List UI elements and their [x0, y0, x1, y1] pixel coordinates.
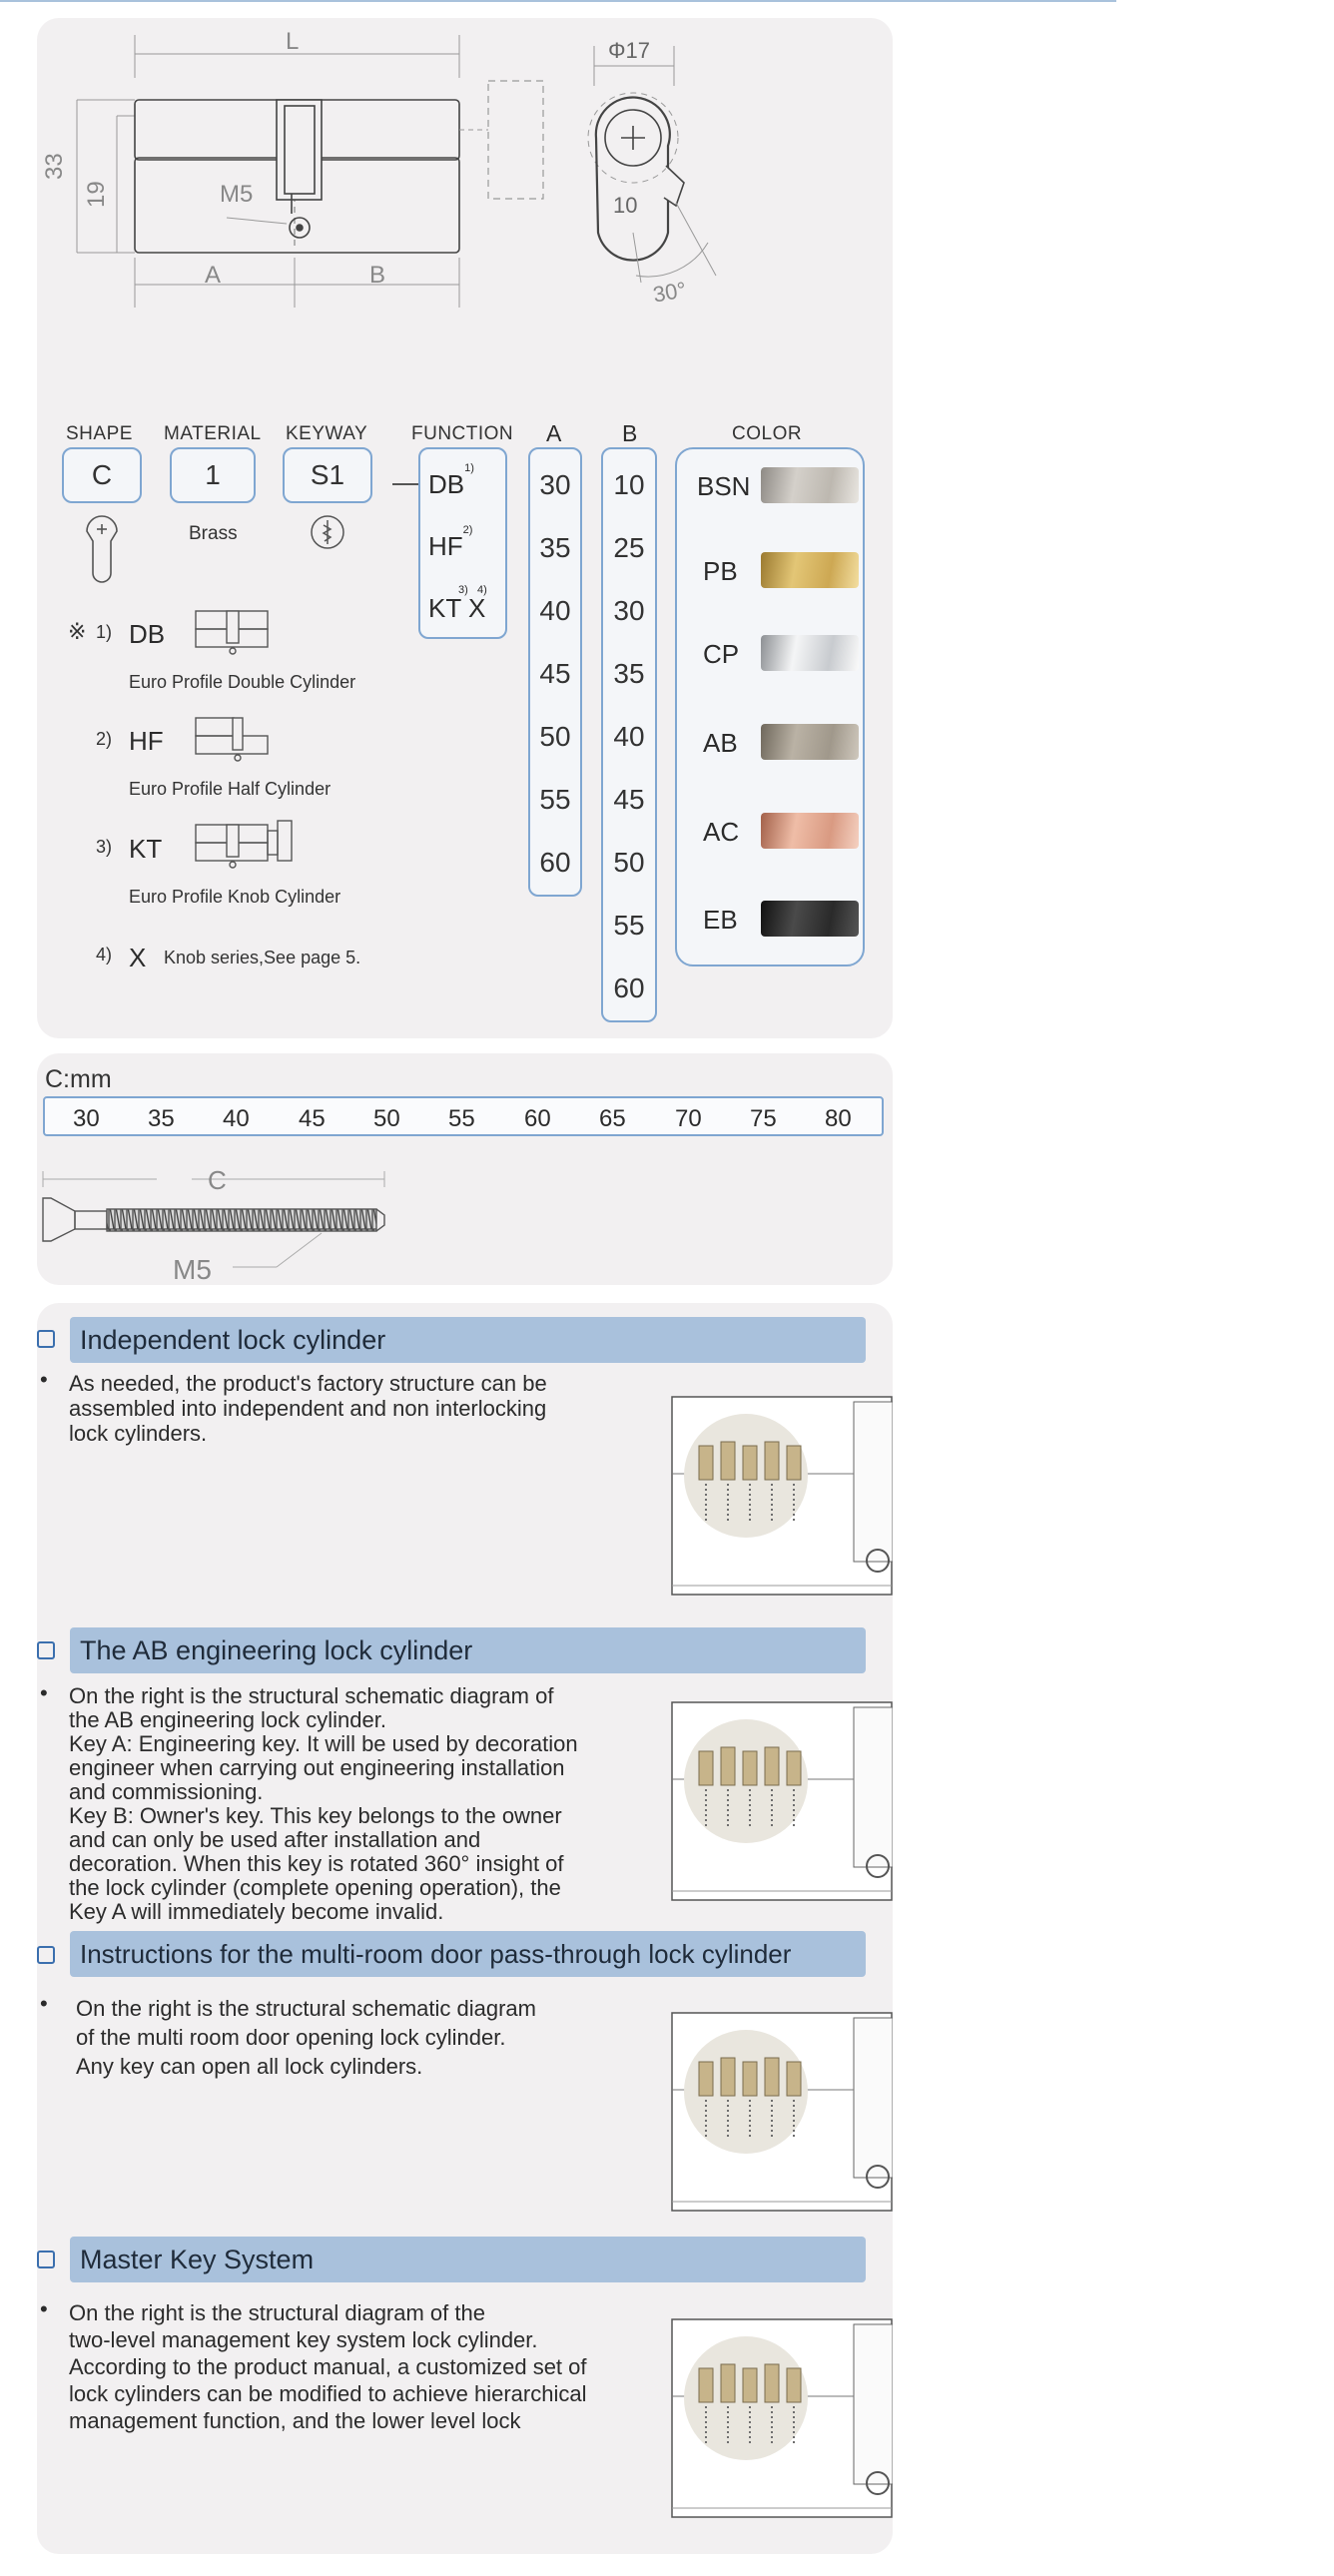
- section-line: lock cylinders can be modified to achieve hierarchical: [69, 2381, 587, 2406]
- color-code: AB: [703, 728, 738, 758]
- keyway-icon: [309, 513, 346, 551]
- section-line: Any key can open all lock cylinders.: [76, 2054, 423, 2079]
- section-title-master-key: Master Key System: [70, 2237, 866, 2282]
- color-code: EB: [703, 905, 738, 935]
- header-function: FUNCTION: [411, 423, 514, 444]
- function-db-sup: 1): [464, 462, 474, 475]
- section-line: Key A: Engineering key. It will be used by decoration: [69, 1731, 578, 1756]
- scale-value: 65: [599, 1105, 626, 1132]
- screw-dim-m5: M5: [173, 1254, 212, 1285]
- note-desc-db: Euro Profile Double Cylinder: [129, 672, 356, 692]
- header-keyway: KEYWAY: [286, 423, 368, 444]
- note-num: 4): [96, 945, 113, 965]
- b-value: 50: [613, 847, 645, 878]
- dim-label-phi17: Φ17: [608, 38, 651, 63]
- section-checkbox: [37, 1641, 55, 1659]
- function-kt-x-sup: 3) 4): [458, 584, 487, 596]
- section-checkbox: [37, 1330, 55, 1348]
- section-line: decoration. When this key is rotated 360° insight of: [69, 1851, 564, 1876]
- a-values-column: [528, 447, 582, 897]
- material-name: Brass: [189, 523, 238, 544]
- note-mark: ※: [68, 619, 87, 644]
- note-code-kt: KT: [129, 834, 163, 864]
- bullet: •: [40, 2296, 48, 2321]
- color-swatch-eb: [761, 901, 859, 937]
- scale-value: 35: [148, 1105, 175, 1132]
- section-title-ab-engineering: The AB engineering lock cylinder: [70, 1627, 866, 1673]
- profile-shape-icon: [81, 511, 123, 587]
- color-code: BSN: [697, 471, 751, 501]
- half-cylinder-icon: [193, 712, 273, 764]
- section-line: the lock cylinder (complete opening operation), the: [69, 1875, 561, 1900]
- section-checkbox: [37, 1946, 55, 1964]
- section-line: and commissioning.: [69, 1779, 264, 1804]
- header-b: B: [622, 420, 638, 446]
- section-line: the AB engineering lock cylinder.: [69, 1707, 386, 1732]
- material-value: 1: [205, 459, 221, 490]
- cylinder-cutaway-image: [671, 1396, 893, 1596]
- a-value: 50: [539, 721, 571, 752]
- b-value: 55: [613, 910, 645, 941]
- a-value: 55: [539, 784, 571, 815]
- note-code-db: DB: [129, 619, 166, 649]
- screw-unit-label: C:mm: [45, 1065, 112, 1093]
- scale-value: 80: [825, 1105, 852, 1132]
- scale-value: 70: [675, 1105, 702, 1132]
- section-line: two-level management key system lock cylinder.: [69, 2327, 538, 2352]
- color-code: CP: [703, 639, 740, 669]
- a-value: 40: [539, 595, 571, 626]
- section-title-multi-room: Instructions for the multi-room door pass-through lock cylinder: [70, 1931, 866, 1977]
- section-line: As needed, the product's factory structure can be: [69, 1371, 547, 1396]
- bullet: •: [40, 1991, 48, 2016]
- section-line: management function, and the lower level lock: [69, 2408, 521, 2433]
- section-line: Key A will immediately become invalid.: [69, 1899, 444, 1924]
- dim-label-19: 19: [83, 181, 110, 208]
- function-hf-code: HF: [428, 531, 463, 561]
- section-body: [69, 2299, 587, 2434]
- function-hf: [428, 524, 473, 562]
- function-connector: [392, 483, 418, 485]
- scale-value: 30: [73, 1105, 100, 1132]
- section-line: and can only be used after installation and: [69, 1827, 481, 1852]
- scale-value: 45: [299, 1105, 326, 1132]
- cylinder-cutaway-image: [671, 2012, 893, 2212]
- note-desc-x: Knob series,See page 5.: [164, 948, 361, 967]
- function-hf-sup: 2): [462, 524, 473, 537]
- keyway-value: S1: [310, 459, 345, 490]
- note-desc-kt: Euro Profile Knob Cylinder: [129, 887, 341, 907]
- section-line: lock cylinders.: [69, 1421, 208, 1446]
- section-line: On the right is the structural diagram of the: [69, 2300, 485, 2325]
- dim-label-a: A: [205, 262, 222, 289]
- bullet: •: [40, 1367, 48, 1392]
- header-a: A: [546, 420, 562, 446]
- color-swatch-ac: [761, 813, 859, 849]
- a-value: 60: [539, 847, 571, 878]
- b-value: 25: [613, 532, 645, 563]
- color-swatch-cp: [761, 635, 859, 671]
- double-cylinder-icon: [193, 605, 273, 657]
- color-options-box: [675, 447, 865, 966]
- header-color: COLOR: [732, 423, 803, 444]
- note-code-hf: HF: [129, 726, 164, 756]
- cylinder-cutaway-image: [671, 2318, 893, 2518]
- shape-value-box: [62, 447, 142, 503]
- section-checkbox: [37, 2251, 55, 2268]
- scale-value: 60: [524, 1105, 551, 1132]
- top-divider: [0, 0, 1116, 2]
- a-value: 45: [539, 658, 571, 689]
- color-swatch-bsn: [761, 467, 859, 503]
- cylinder-dimension-drawing: [37, 18, 893, 337]
- function-kt-x: [428, 593, 485, 624]
- scale-value: 75: [750, 1105, 777, 1132]
- color-swatch-ab: [761, 724, 859, 760]
- color-swatch-pb: [761, 552, 859, 588]
- color-code: AC: [703, 817, 740, 847]
- color-code: PB: [703, 556, 738, 586]
- function-db-code: DB: [428, 469, 465, 499]
- b-value: 10: [613, 469, 645, 500]
- section-title-independent: Independent lock cylinder: [70, 1317, 866, 1363]
- function-kt-x-code: KT X: [428, 593, 486, 623]
- b-value: 45: [613, 784, 645, 815]
- note-num: 3): [96, 837, 113, 857]
- function-db: [428, 462, 474, 500]
- section-line: of the multi room door opening lock cylinder.: [76, 2025, 506, 2050]
- dim-label-b: B: [369, 262, 386, 289]
- section-line: engineer when carrying out engineering installation: [69, 1755, 565, 1780]
- section-body: [69, 1684, 578, 1924]
- b-value: 30: [613, 595, 645, 626]
- spec-panel: [37, 18, 893, 1038]
- b-values-column: [601, 447, 657, 1022]
- dim-label-l: L: [286, 28, 300, 55]
- dim-label-33: 33: [41, 153, 68, 180]
- dim-label-30deg: 30°: [650, 277, 689, 308]
- screw-dim-c: C: [208, 1165, 227, 1195]
- note-desc-hf: Euro Profile Half Cylinder: [129, 779, 332, 799]
- section-body: [69, 1371, 547, 1446]
- keyway-value-box: [283, 447, 372, 503]
- note-num: 1): [96, 622, 113, 642]
- note-num: 2): [96, 729, 113, 749]
- section-line: assembled into independent and non interlocking: [69, 1396, 547, 1421]
- dim-label-m5: M5: [220, 181, 254, 208]
- cylinder-cutaway-image: [671, 1701, 893, 1901]
- note-code-x: X: [129, 943, 147, 972]
- material-value-box: [170, 447, 256, 503]
- b-value: 35: [613, 658, 645, 689]
- b-value: 40: [613, 721, 645, 752]
- scale-value: 40: [223, 1105, 250, 1132]
- section-line: On the right is the structural schematic diagram of: [69, 1683, 554, 1708]
- section-line: Key B: Owner's key. This key belongs to the owner: [69, 1803, 562, 1828]
- section-line: On the right is the structural schematic diagram: [76, 1996, 536, 2021]
- dim-label-10: 10: [613, 193, 638, 218]
- bullet: •: [40, 1680, 48, 1705]
- screw-drawing: [37, 1053, 436, 1285]
- scale-value: 50: [373, 1105, 400, 1132]
- knob-cylinder-icon: [193, 817, 297, 871]
- b-value: 60: [613, 972, 645, 1003]
- scale-value: 55: [448, 1105, 475, 1132]
- section-body: [76, 1994, 536, 2081]
- section-line: According to the product manual, a customized set of: [69, 2354, 587, 2379]
- header-shape: SHAPE: [66, 423, 133, 444]
- a-value: 30: [539, 469, 571, 500]
- header-material: MATERIAL: [164, 423, 262, 444]
- screw-panel: [37, 1053, 893, 1285]
- shape-value: C: [91, 459, 113, 490]
- a-value: 35: [539, 532, 571, 563]
